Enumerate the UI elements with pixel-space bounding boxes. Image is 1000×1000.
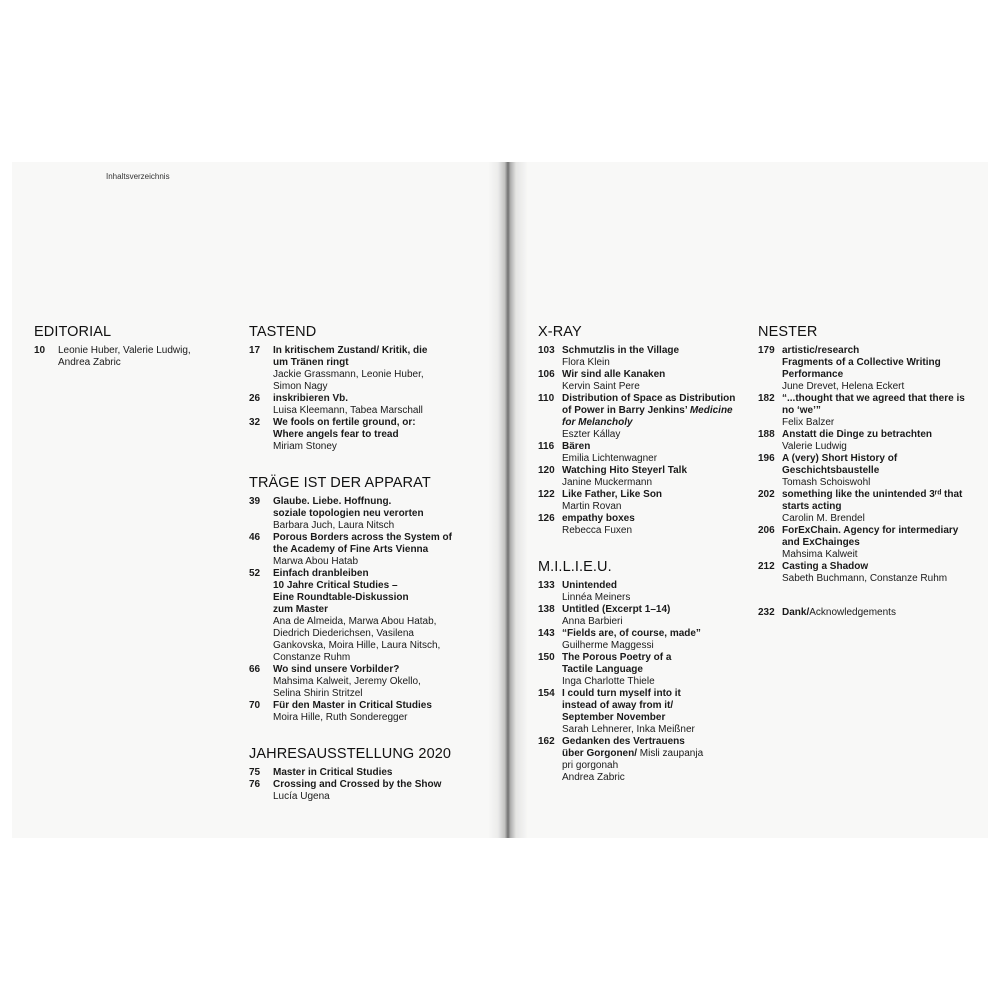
entry-title bbox=[782, 345, 983, 381]
entry-body bbox=[273, 532, 459, 568]
entry-title bbox=[782, 607, 983, 619]
page-number: 52 bbox=[249, 568, 261, 579]
entry-title bbox=[782, 525, 983, 549]
page-number: 133 bbox=[538, 580, 555, 591]
entry-title-text: We fools on fertile ground, or: Where angels fear to tread bbox=[273, 417, 416, 440]
entry-title-text: Bären bbox=[562, 441, 591, 452]
page-number: 106 bbox=[538, 369, 555, 380]
section-heading: X-RAY bbox=[538, 324, 582, 340]
toc-entry[interactable] bbox=[538, 604, 748, 628]
section-heading: EDITORIAL bbox=[34, 324, 112, 340]
entry-authors: Rebecca Fuxen bbox=[562, 525, 633, 536]
toc-section bbox=[538, 324, 748, 537]
entry-title bbox=[562, 513, 748, 525]
section-heading: TASTEND bbox=[249, 324, 317, 340]
entry-body bbox=[273, 417, 459, 453]
page-number: 120 bbox=[538, 465, 555, 476]
toc-entry[interactable] bbox=[758, 525, 983, 561]
page-number: 206 bbox=[758, 525, 775, 536]
toc-entry[interactable] bbox=[249, 767, 459, 779]
entry-body bbox=[273, 767, 459, 779]
entry-body bbox=[273, 568, 459, 664]
page-number: 143 bbox=[538, 628, 555, 639]
toc-entry[interactable] bbox=[538, 580, 748, 604]
page-number: 66 bbox=[249, 664, 261, 675]
entry-title bbox=[562, 369, 748, 381]
toc-entry[interactable] bbox=[538, 688, 748, 736]
entry-authors: Valerie Ludwig bbox=[782, 441, 847, 452]
toc-entry[interactable] bbox=[538, 736, 748, 784]
section-heading: JAHRESAUSSTELLUNG 2020 bbox=[249, 746, 452, 762]
entry-title bbox=[273, 417, 459, 441]
toc-section bbox=[538, 559, 748, 784]
entry-title bbox=[273, 700, 459, 712]
entry-title bbox=[273, 345, 459, 369]
toc-entry[interactable] bbox=[249, 532, 459, 568]
entry-body bbox=[273, 664, 459, 700]
entry-authors: Luisa Kleemann, Tabea Marschall bbox=[273, 405, 423, 416]
toc-entry[interactable] bbox=[758, 489, 983, 525]
entry-title-text: Wo sind unsere Vorbilder? bbox=[273, 664, 400, 675]
entry-authors: Linnéa Meiners bbox=[562, 592, 631, 603]
entry-body bbox=[782, 525, 983, 561]
entry-authors: Janine Muckermann bbox=[562, 477, 653, 488]
entry-body bbox=[273, 496, 459, 532]
toc-entry[interactable] bbox=[758, 453, 983, 489]
entry-title-text: Untitled (Excerpt 1–14) bbox=[562, 604, 671, 615]
toc-section bbox=[758, 324, 983, 585]
entry-authors: Mahsima Kalweit, Jeremy Okello, Selina Shirin Stritzel bbox=[273, 676, 421, 699]
entry-body bbox=[782, 393, 983, 429]
entry-title-italic: Medicine for Melancholy bbox=[562, 405, 733, 428]
entry-body bbox=[782, 453, 983, 489]
entry-authors: Jackie Grassmann, Leonie Huber, Simon Nagy bbox=[273, 369, 424, 392]
entry-title-text: Master in Critical Studies bbox=[273, 767, 393, 778]
entry-body bbox=[562, 441, 748, 465]
page-number: 126 bbox=[538, 513, 555, 524]
toc-column-4 bbox=[758, 324, 983, 641]
section-heading: TRÄGE IST DER APPARAT bbox=[249, 475, 431, 491]
entry-authors: Carolin M. Brendel bbox=[782, 513, 865, 524]
page-number: 150 bbox=[538, 652, 555, 663]
entry-title bbox=[782, 453, 983, 477]
toc-section bbox=[249, 746, 459, 803]
entry-body bbox=[562, 652, 748, 688]
toc-entry[interactable] bbox=[538, 628, 748, 652]
entry-title bbox=[273, 496, 459, 520]
page-number: 116 bbox=[538, 441, 555, 452]
entry-authors: Felix Balzer bbox=[782, 417, 835, 428]
toc-entry[interactable] bbox=[249, 568, 459, 664]
entry-body bbox=[782, 345, 983, 393]
toc-entry[interactable] bbox=[758, 561, 983, 585]
entry-title-text: empathy boxes bbox=[562, 513, 635, 524]
entry-authors: Moira Hille, Ruth Sonderegger bbox=[273, 712, 408, 723]
toc-entry[interactable] bbox=[249, 345, 459, 393]
entry-title-text: Casting a Shadow bbox=[782, 561, 869, 572]
entry-body bbox=[782, 561, 983, 585]
entry-title bbox=[562, 604, 748, 616]
entry-title bbox=[273, 664, 459, 676]
entry-title bbox=[273, 568, 459, 616]
entry-body bbox=[562, 628, 748, 652]
entry-body bbox=[782, 489, 983, 525]
toc-column-1 bbox=[34, 324, 244, 391]
entry-authors: Leonie Huber, Valerie Ludwig, Andrea Zabric bbox=[58, 345, 191, 368]
entry-authors: Tomash Schoiswohl bbox=[782, 477, 871, 488]
entry-body bbox=[273, 700, 459, 724]
page-number: 110 bbox=[538, 393, 555, 404]
toc-column-2 bbox=[249, 324, 459, 825]
entry-authors: Andrea Zabric bbox=[562, 772, 625, 783]
toc-section bbox=[249, 324, 459, 453]
entry-body bbox=[58, 345, 244, 369]
book-gutter-shadow bbox=[488, 162, 528, 838]
entry-title bbox=[782, 489, 983, 513]
entry-authors: Lucía Ugena bbox=[273, 791, 330, 802]
entry-title bbox=[562, 489, 748, 501]
toc-entry[interactable] bbox=[538, 393, 748, 441]
book-spread bbox=[12, 162, 988, 838]
entry-title-text: Gedanken des Vertrauens über Gorgonen/ bbox=[562, 736, 685, 759]
entry-title bbox=[562, 688, 748, 724]
entry-title bbox=[562, 345, 748, 357]
toc-entry[interactable] bbox=[249, 700, 459, 724]
entry-authors: Anna Barbieri bbox=[562, 616, 623, 627]
entry-title-text: Watching Hito Steyerl Talk bbox=[562, 465, 688, 476]
page-number: 196 bbox=[758, 453, 775, 464]
entry-title bbox=[562, 736, 748, 772]
entry-title bbox=[782, 561, 983, 573]
entry-authors: June Drevet, Helena Eckert bbox=[782, 381, 905, 392]
entry-title-text: artistic/research Fragments of a Collective Writing Performance bbox=[782, 345, 941, 380]
entry-authors: Flora Klein bbox=[562, 357, 610, 368]
entry-authors: Miriam Stoney bbox=[273, 441, 337, 452]
entry-authors: Sarah Lehnerer, Inka Meißner bbox=[562, 724, 695, 735]
entry-title-text: Für den Master in Critical Studies bbox=[273, 700, 432, 711]
toc-entry[interactable] bbox=[538, 513, 748, 537]
entry-body bbox=[782, 607, 983, 619]
entry-title-text: Glaube. Liebe. Hoffnung. soziale topologien neu verorten bbox=[273, 496, 424, 519]
page-number: 17 bbox=[249, 345, 261, 356]
entry-title bbox=[562, 465, 748, 477]
page-number: 10 bbox=[34, 345, 46, 356]
entry-title-text: I could turn myself into it instead of away from it/ September November bbox=[562, 688, 681, 723]
toc-entry[interactable] bbox=[249, 496, 459, 532]
entry-authors: Mahsima Kalweit bbox=[782, 549, 858, 560]
entry-body bbox=[273, 779, 459, 803]
toc-entry[interactable] bbox=[249, 779, 459, 803]
toc-entry[interactable] bbox=[758, 393, 983, 429]
entry-title bbox=[562, 441, 748, 453]
entry-title-text: ForExChain. Agency for intermediary and ExChainges bbox=[782, 525, 959, 548]
entry-title bbox=[562, 652, 748, 676]
entry-title-text: Like Father, Like Son bbox=[562, 489, 663, 500]
toc-entry[interactable] bbox=[538, 345, 748, 369]
page-number: 188 bbox=[758, 429, 775, 440]
entry-authors: Guilherme Maggessi bbox=[562, 640, 654, 651]
entry-title bbox=[562, 580, 748, 592]
toc-entry[interactable] bbox=[34, 345, 244, 369]
entry-title-text: The Porous Poetry of a Tactile Language bbox=[562, 652, 672, 675]
toc-entry[interactable] bbox=[538, 489, 748, 513]
page-number: 179 bbox=[758, 345, 775, 356]
entry-body bbox=[562, 604, 748, 628]
entry-title-text: “...thought that we agreed that there is no ‘we’” bbox=[782, 393, 965, 416]
entry-title-translation: Acknowledgements bbox=[809, 607, 896, 618]
entry-body bbox=[562, 393, 748, 441]
page-number: 122 bbox=[538, 489, 555, 500]
entry-body bbox=[562, 736, 748, 784]
toc-entry[interactable] bbox=[249, 664, 459, 700]
toc-column-3 bbox=[538, 324, 748, 806]
entry-authors: Sabeth Buchmann, Constanze Ruhm bbox=[782, 573, 948, 584]
page-number: 26 bbox=[249, 393, 261, 404]
entry-body bbox=[562, 369, 748, 393]
entry-title-text: Einfach dranbleiben 10 Jahre Critical Studies – Eine Roundtable-Diskussion zum Master bbox=[273, 568, 409, 615]
entry-title-text: inskribieren Vb. bbox=[273, 393, 349, 404]
page-number: 232 bbox=[758, 607, 775, 618]
page-number: 212 bbox=[758, 561, 775, 572]
entry-authors: Inga Charlotte Thiele bbox=[562, 676, 655, 687]
entry-body bbox=[782, 429, 983, 453]
entry-body bbox=[562, 345, 748, 369]
entry-title-text: Dank/ bbox=[782, 607, 810, 618]
entry-body bbox=[562, 465, 748, 489]
toc-entry[interactable] bbox=[538, 465, 748, 489]
entry-title bbox=[273, 767, 459, 779]
entry-title-translation: Misli zaupanja pri gorgonah bbox=[562, 748, 704, 771]
entry-body bbox=[562, 513, 748, 537]
entry-authors: Eszter Kállay bbox=[562, 429, 621, 440]
page-number: 162 bbox=[538, 736, 555, 747]
section-heading: NESTER bbox=[758, 324, 818, 340]
entry-title bbox=[273, 532, 459, 556]
entry-title-text: Porous Borders across the System of the Academy of Fine Arts Vienna bbox=[273, 532, 452, 555]
entry-authors: Kervin Saint Pere bbox=[562, 381, 640, 392]
entry-title-text: something like the unintended 3ʳᵈ that starts acting bbox=[782, 489, 963, 512]
toc-entry[interactable] bbox=[538, 369, 748, 393]
page-number: 39 bbox=[249, 496, 261, 507]
page-number: 182 bbox=[758, 393, 775, 404]
entry-title bbox=[273, 393, 459, 405]
entry-body bbox=[562, 688, 748, 736]
entry-title bbox=[782, 393, 983, 417]
entry-authors: Ana de Almeida, Marwa Abou Hatab, Diedrich Diederichsen, Vasilena Gankovska, Moira Hille, Laura Nitsch, Constanze Ruhm bbox=[273, 616, 441, 663]
toc-entry[interactable] bbox=[758, 345, 983, 393]
running-header: Inhaltsverzeichnis bbox=[106, 172, 170, 181]
entry-title-text: Anstatt die Dinge zu betrachten bbox=[782, 429, 933, 440]
entry-authors: Martin Rovan bbox=[562, 501, 622, 512]
entry-title bbox=[273, 779, 459, 791]
page-number: 75 bbox=[249, 767, 261, 778]
entry-title bbox=[562, 393, 748, 429]
entry-authors: Emilia Lichtenwagner bbox=[562, 453, 658, 464]
entry-title-text: Distribution of Space as Distribution of Power in Barry Jenkins’ bbox=[562, 393, 736, 416]
toc-entry[interactable] bbox=[758, 429, 983, 453]
page-number: 46 bbox=[249, 532, 261, 543]
entry-authors: Barbara Juch, Laura Nitsch bbox=[273, 520, 395, 531]
page-number: 154 bbox=[538, 688, 555, 699]
section-heading: M.I.L.I.E.U. bbox=[538, 559, 612, 575]
entry-body bbox=[273, 345, 459, 393]
entry-title bbox=[782, 429, 983, 441]
entry-title-text: Crossing and Crossed by the Show bbox=[273, 779, 442, 790]
entry-body bbox=[562, 489, 748, 513]
entry-body bbox=[562, 580, 748, 604]
entry-title-text: Wir sind alle Kanaken bbox=[562, 369, 666, 380]
page-number: 32 bbox=[249, 417, 261, 428]
entry-body bbox=[273, 393, 459, 417]
entry-title-text: Schmutzlis in the Village bbox=[562, 345, 680, 356]
toc-entry[interactable] bbox=[249, 417, 459, 453]
entry-title-text: “Fields are, of course, made” bbox=[562, 628, 701, 639]
toc-section bbox=[249, 475, 459, 724]
toc-section bbox=[34, 324, 244, 369]
toc-section bbox=[758, 607, 983, 619]
page-number: 70 bbox=[249, 700, 261, 711]
toc-entry[interactable] bbox=[538, 441, 748, 465]
entry-title-text: Unintended bbox=[562, 580, 617, 591]
entry-title-text: In kritischem Zustand/ Kritik, die um Tränen ringt bbox=[273, 345, 428, 368]
toc-entry[interactable] bbox=[538, 652, 748, 688]
entry-authors: Marwa Abou Hatab bbox=[273, 556, 359, 567]
page-number: 138 bbox=[538, 604, 555, 615]
toc-entry[interactable] bbox=[249, 393, 459, 417]
entry-title-text: A (very) Short History of Geschichtsbaustelle bbox=[782, 453, 898, 476]
page-number: 76 bbox=[249, 779, 261, 790]
toc-entry[interactable] bbox=[758, 607, 983, 619]
page-number: 103 bbox=[538, 345, 555, 356]
page-number: 202 bbox=[758, 489, 775, 500]
entry-title bbox=[562, 628, 748, 640]
